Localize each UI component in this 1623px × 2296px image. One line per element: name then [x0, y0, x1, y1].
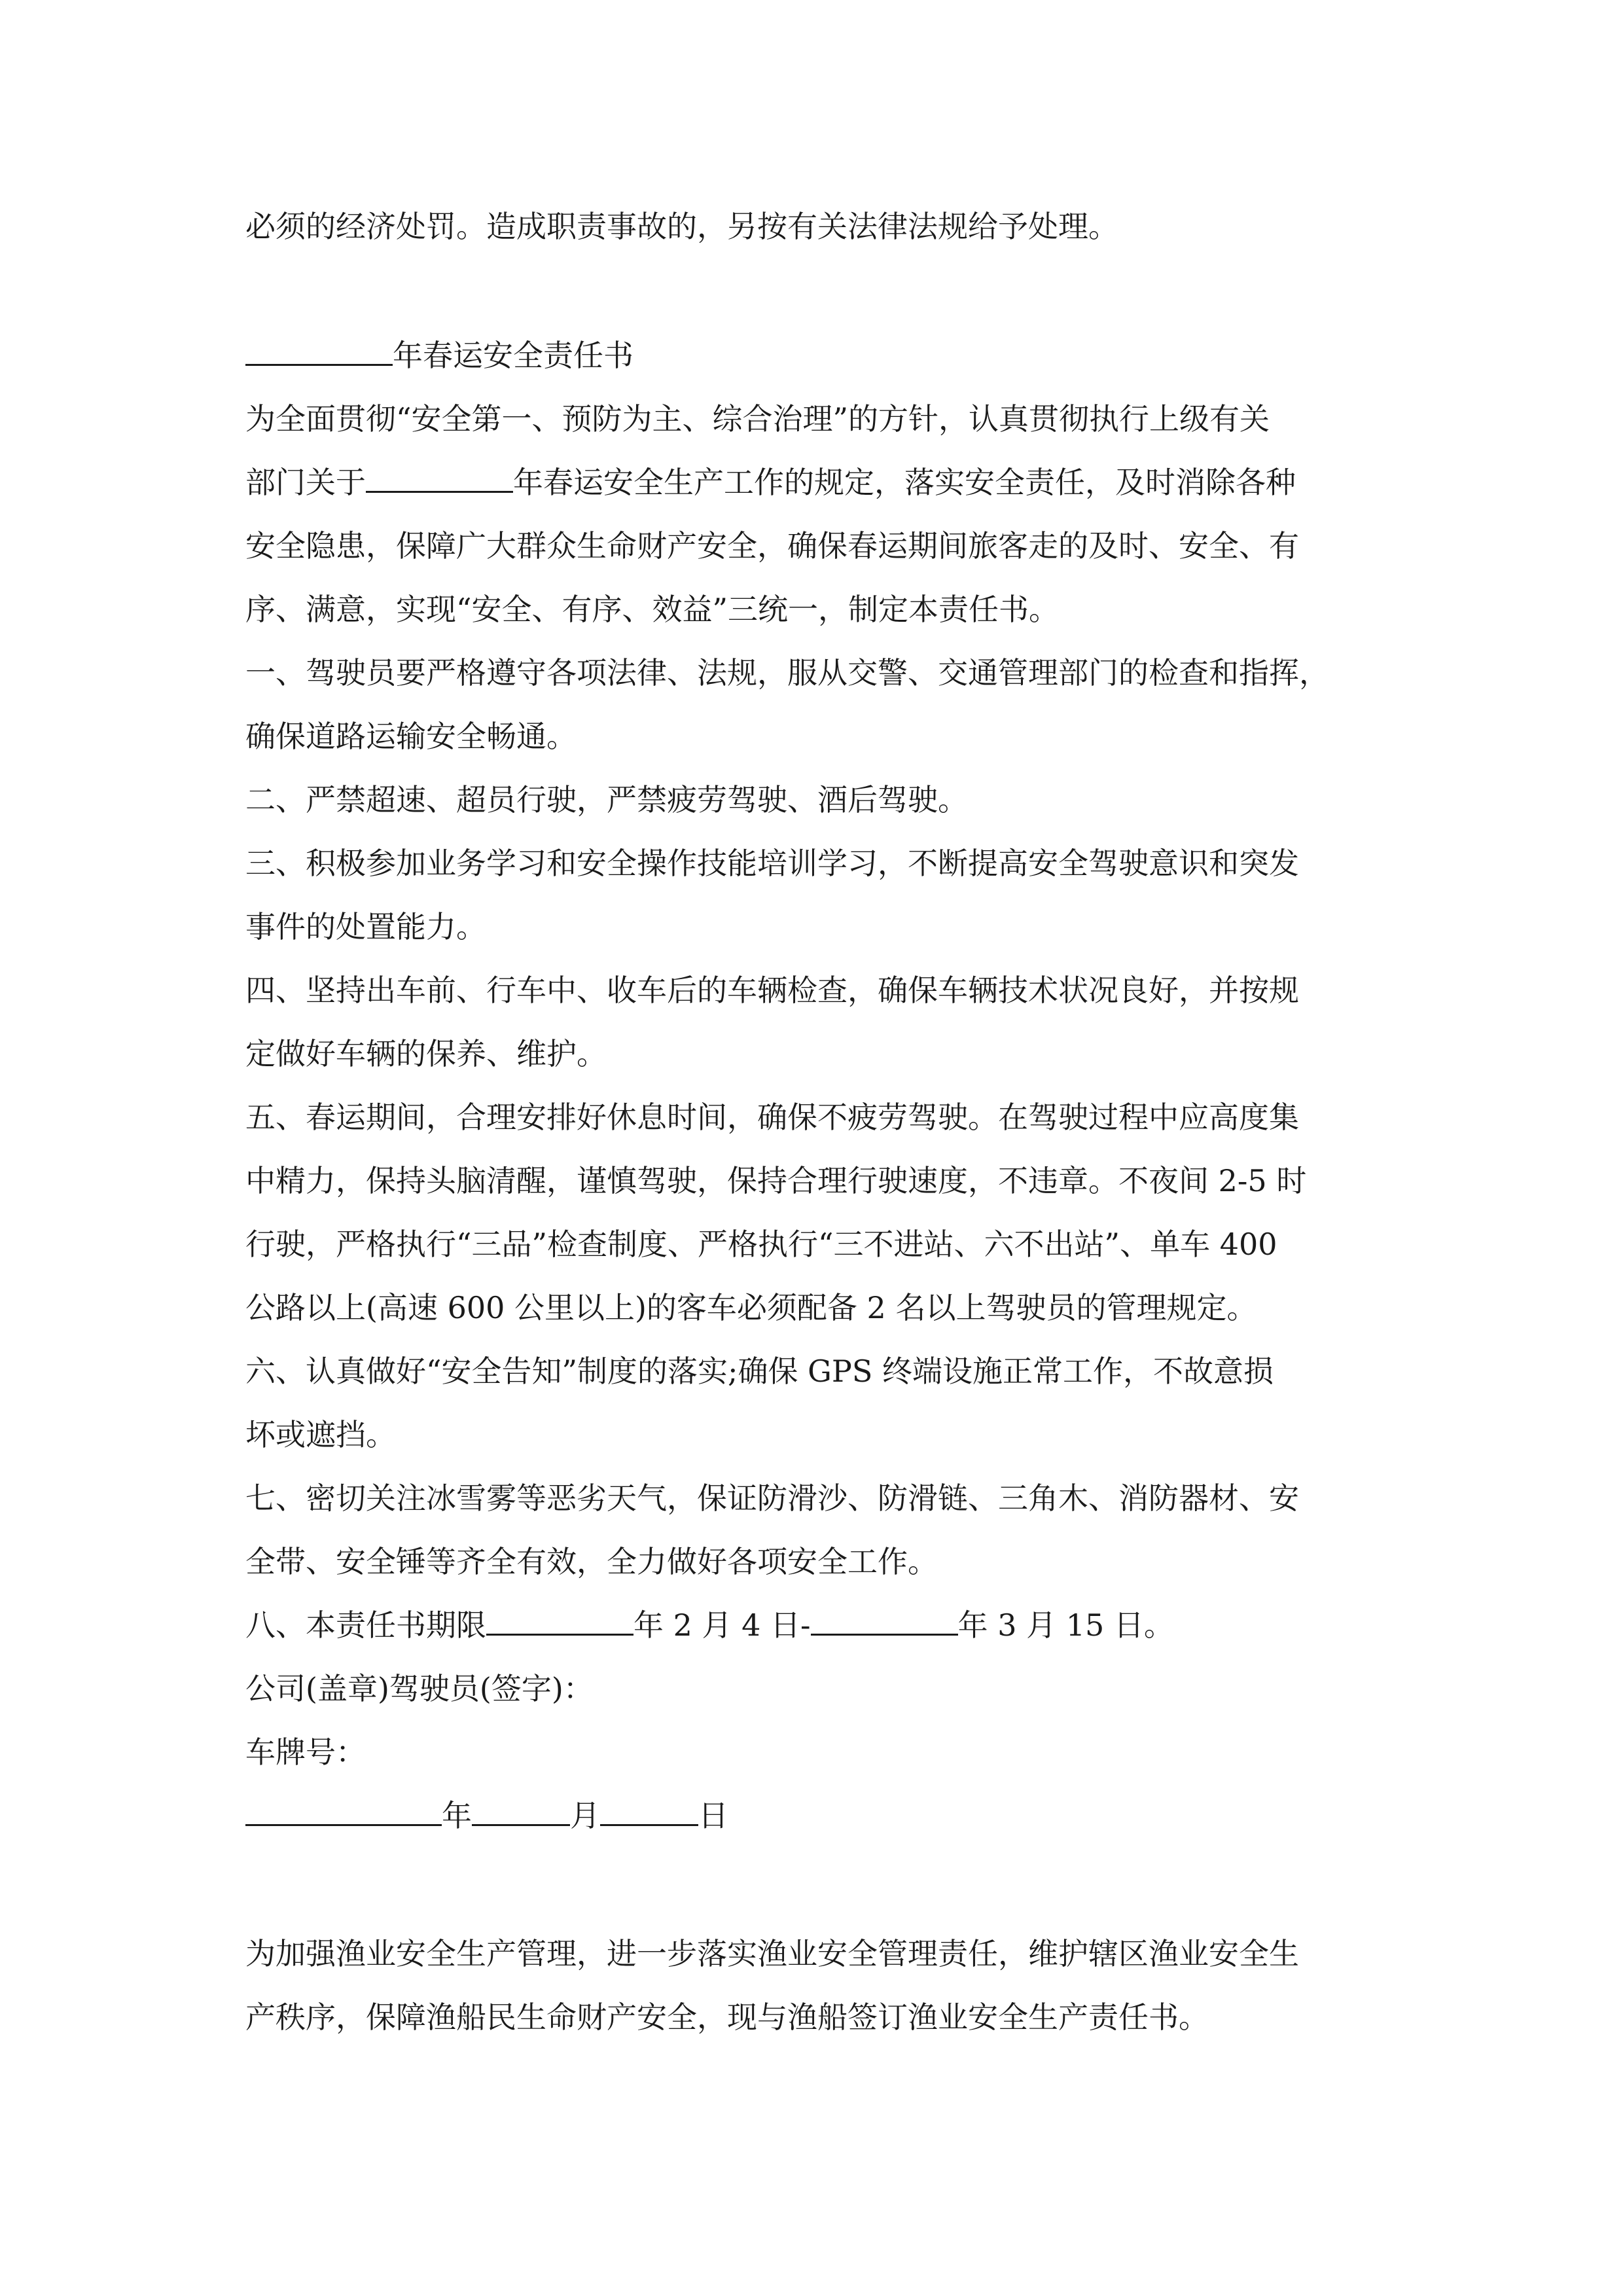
item-line: 全带、安全锤等齐全有效，全力做好各项安全工作。	[245, 1544, 938, 1579]
document-title	[245, 324, 1384, 387]
item-line: 定做好车辆的保养、维护。	[245, 1036, 607, 1071]
year-blank	[811, 1607, 958, 1636]
item-line: 一、驾驶员要严格遵守各项法律、法规，服从交警、交通管理部门的检查和指挥，	[245, 655, 1329, 691]
date-year-blank	[245, 1798, 442, 1826]
year-blank	[245, 338, 393, 366]
date-line: 年 月 日	[245, 1784, 1384, 1848]
paragraph-intro-tail	[245, 195, 1384, 259]
paragraph-fishery	[245, 1922, 1384, 2049]
term-line: 八、本责任书期限 年 2 月 4 日- 年 3 月 15 日。	[245, 1607, 1174, 1643]
preamble-line-1: 为全面贯彻“安全第一、预防为主、综合治理”的方针，认真贯彻执行上级有关	[245, 401, 1270, 437]
item-line: 事件的处置能力。	[245, 909, 486, 944]
year-blank	[486, 1607, 633, 1636]
fishery-line: 产秩序，保障渔船民生命财产安全，现与渔船签订渔业安全生产责任书。	[245, 2000, 1209, 2035]
item-line: 行驶，严格执行“三品”检查制度、严格执行“三不进站、六不出站”、单车 400	[245, 1227, 1277, 1262]
title-text: 年春运安全责任书	[393, 338, 633, 373]
item-line: 四、坚持出车前、行车中、收车后的车辆检查，确保车辆技术状况良好，并按规	[245, 973, 1299, 1008]
preamble-line-2: 部门关于 年春运安全生产工作的规定，落实安全责任，及时消除各种	[245, 465, 1296, 500]
document-body	[245, 387, 1384, 1848]
item-line: 二、严禁超速、超员行驶，严禁疲劳驾驶、酒后驾驶。	[245, 782, 968, 817]
fishery-line: 为加强渔业安全生产管理，进一步落实渔业安全管理责任，维护辖区渔业安全生	[245, 1936, 1299, 1971]
preamble-line-4: 序、满意，实现“安全、有序、效益”三统一，制定本责任书。	[245, 592, 1060, 627]
item-line: 确保道路运输安全畅通。	[245, 719, 577, 754]
item-line: 五、春运期间，合理安排好休息时间，确保不疲劳驾驶。在驾驶过程中应高度集	[245, 1100, 1299, 1135]
signature-line: 公司(盖章)驾驶员(签字)：	[245, 1671, 594, 1706]
item-line: 坏或遮挡。	[245, 1417, 396, 1452]
item-line: 中精力，保持头脑清醒，谨慎驾驶，保持合理行驶速度，不违章。不夜间 2-5 时	[245, 1163, 1307, 1198]
plate-number-line: 车牌号：	[245, 1734, 366, 1770]
date-month-blank	[472, 1798, 570, 1826]
preamble-line-3: 安全隐患，保障广大群众生命财产安全，确保春运期间旅客走的及时、安全、有	[245, 528, 1299, 564]
year-blank	[366, 465, 513, 493]
text-line: 必须的经济处罚。造成职责事故的，另按有关法律法规给予处理。	[245, 209, 1118, 244]
item-line: 七、密切关注冰雪雾等恶劣天气，保证防滑沙、防滑链、三角木、消防器材、安	[245, 1480, 1299, 1516]
item-line: 公路以上(高速 600 公里以上)的客车必须配备 2 名以上驾驶员的管理规定。	[245, 1290, 1257, 1325]
item-line: 三、积极参加业务学习和安全操作技能培训学习，不断提高安全驾驶意识和突发	[245, 846, 1299, 881]
item-line: 六、认真做好“安全告知”制度的落实;确保 GPS 终端设施正常工作，不故意损	[245, 1354, 1274, 1389]
date-day-blank	[600, 1798, 698, 1826]
